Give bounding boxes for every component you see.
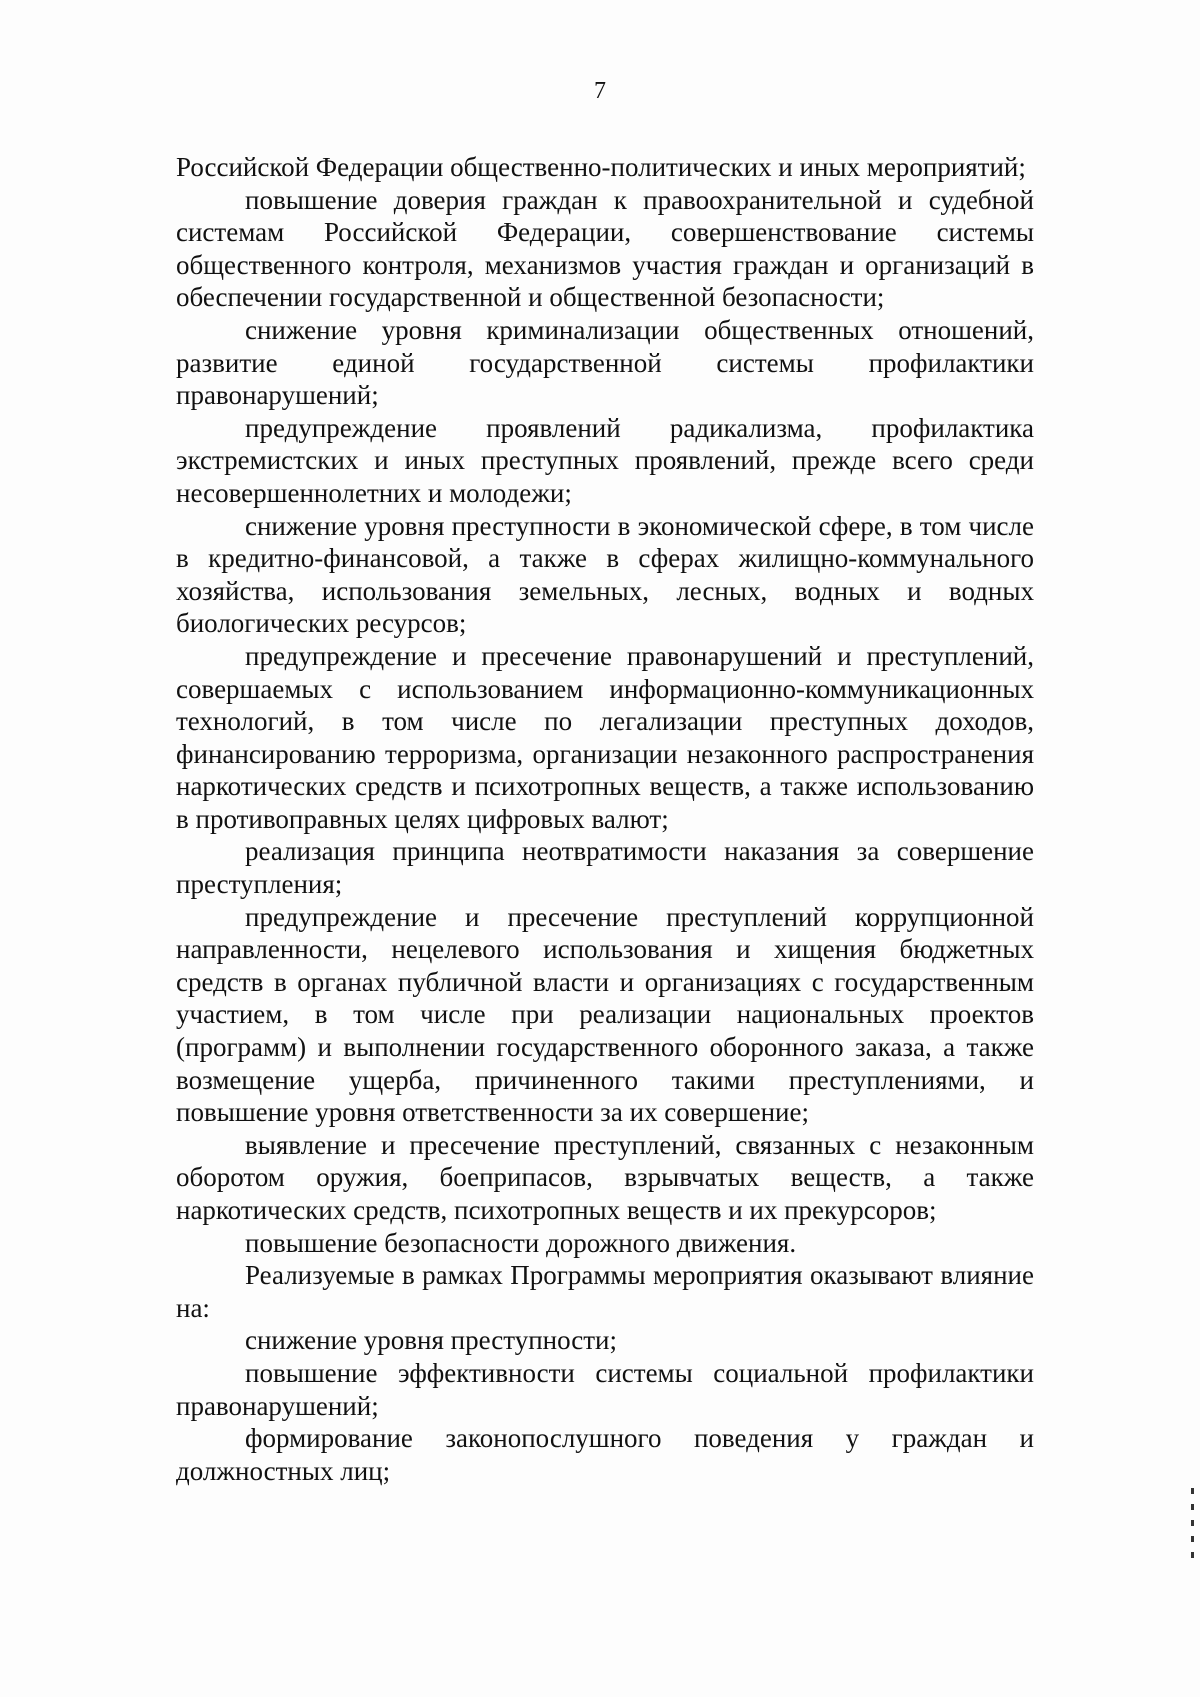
paragraph: предупреждение и пресечение преступлений коррупционной направленности, нецелевого использования и хищения бюджетных средств в органах публичной власти и организациях с государственным участием, в том числе при реализации национальных проектов (программ) и выполнении государственного оборонного заказа, а также возмещение ущерба, причиненного такими преступлениями, и повышение уровня ответственности за их совершение; <box>176 901 1034 1128</box>
paragraph: Реализуемые в рамках Программы мероприятия оказывают влияние на: <box>176 1260 1034 1323</box>
paragraph: повышение эффективности системы социальной профилактики правонарушений; <box>176 1357 1034 1421</box>
paragraph: повышение доверия граждан к правоохранительной и судебной системам Российской Федерации, совершенствование системы общественного контроля, механизмов участия граждан и организаций в обеспечении государственной и общественной безопасности; <box>176 184 1034 313</box>
paragraph: Российской Федерации общественно-политических и иных мероприятий; <box>176 152 1026 182</box>
paragraph: формирование законопослушного поведения у граждан и должностных лиц; <box>176 1423 1034 1486</box>
paragraph: предупреждение и пресечение правонарушений и преступлений, совершаемых с использованием информационно-коммуникационных технологий, в том числе по легализации преступных доходов, финансированию терроризма, организации незаконного распространения наркотических средств и психотропных веществ, а также использованию в противоправных целях цифровых валют; <box>176 640 1034 834</box>
paragraph: снижение уровня криминализации общественных отношений, развитие единой государственной системы профилактики правонарушений; <box>176 314 1034 411</box>
document-body <box>176 151 1034 1487</box>
paragraph: предупреждение проявлений радикализма, профилактика экстремистских и иных преступных проявлений, прежде всего среди несовершеннолетних и молодежи; <box>176 412 1034 508</box>
paragraph: реализация принципа неотвратимости наказания за совершение преступления; <box>176 836 1034 900</box>
paragraph: повышение безопасности дорожного движения. <box>245 1227 797 1258</box>
binding-mark <box>1191 1488 1194 1568</box>
page-number: 7 <box>594 78 606 104</box>
paragraph: снижение уровня преступности; <box>245 1325 618 1356</box>
paragraph: снижение уровня преступности в экономической сфере, в том числе в кредитно-финансовой, а также в сферах жилищно-коммунального хозяйства, использования земельных, лесных, водных и водных биологических ресурсов; <box>176 510 1034 639</box>
paragraph: выявление и пресечение преступлений, связанных с незаконным оборотом оружия, боеприпасов, взрывчатых веществ, а также наркотических средств, психотропных веществ и их прекурсоров; <box>176 1129 1034 1225</box>
